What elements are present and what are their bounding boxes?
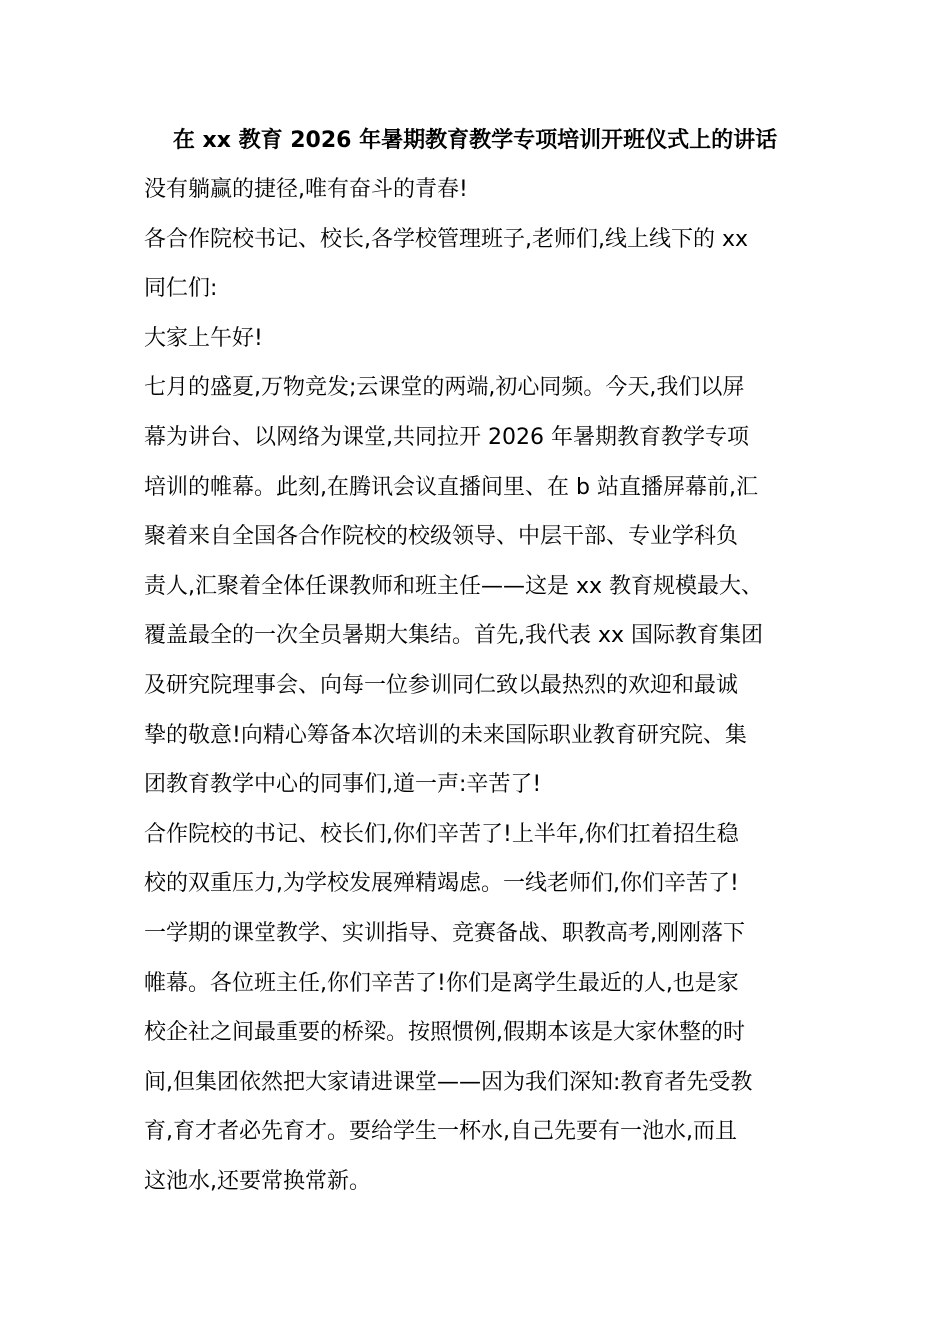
body-line: 聚着来自全国各合作院校的校级领导、中层干部、专业学科负 (144, 524, 739, 550)
body-line: 各合作院校书记、校长,各学校管理班子,老师们,线上线下的 xx (144, 226, 749, 252)
body-line: 培训的帷幕。此刻,在腾讯会议直播间里、在 b 站直播屏幕前,汇 (144, 474, 758, 500)
body-line: 大家上午好! (144, 325, 263, 351)
document-body (144, 165, 824, 1206)
body-line: 责人,汇聚着全体任课教师和班主任——这是 xx 教育规模最大、 (144, 573, 764, 599)
body-line: 帷幕。各位班主任,你们辛苦了!你们是离学生最近的人,也是家 (144, 970, 739, 996)
body-line: 及研究院理事会、向每一位参训同仁致以最热烈的欢迎和最诚 (144, 672, 739, 698)
body-line: 这池水,还要常换常新。 (144, 1168, 371, 1194)
body-line: 七月的盛夏,万物竞发;云课堂的两端,初心同频。今天,我们以屏 (144, 375, 745, 401)
body-line: 育,育才者必先育才。要给学生一杯水,自己先要有一池水,而且 (144, 1119, 737, 1145)
body-line: 覆盖最全的一次全员暑期大集结。首先,我代表 xx 国际教育集团 (144, 623, 764, 649)
body-line: 幕为讲台、以网络为课堂,共同拉开 2026 年暑期教育教学专项 (144, 424, 749, 450)
body-line: 合作院校的书记、校长们,你们辛苦了!上半年,你们扛着招生稳 (144, 821, 739, 847)
document-title: 在 xx 教育 2026 年暑期教育教学专项培训开班仪式上的讲话 (172, 128, 778, 153)
body-line: 一学期的课堂教学、实训指导、竞赛备战、职教高考,刚刚落下 (144, 920, 745, 946)
body-line: 团教育教学中心的同事们,道一声:辛苦了! (144, 772, 542, 798)
body-line: 没有躺赢的捷径,唯有奋斗的青春! (144, 177, 468, 202)
body-line: 校企社之间最重要的桥梁。按照惯例,假期本该是大家休整的时 (144, 1020, 745, 1046)
body-line: 间,但集团依然把大家请进课堂——因为我们深知:教育者先受教 (144, 1069, 753, 1095)
body-line: 挚的敬意!向精心筹备本次培训的未来国际职业教育研究院、集 (144, 722, 747, 748)
body-line: 同仁们: (144, 276, 218, 302)
body-line: 校的双重压力,为学校发展殚精竭虑。一线老师们,你们辛苦了! (144, 871, 739, 897)
